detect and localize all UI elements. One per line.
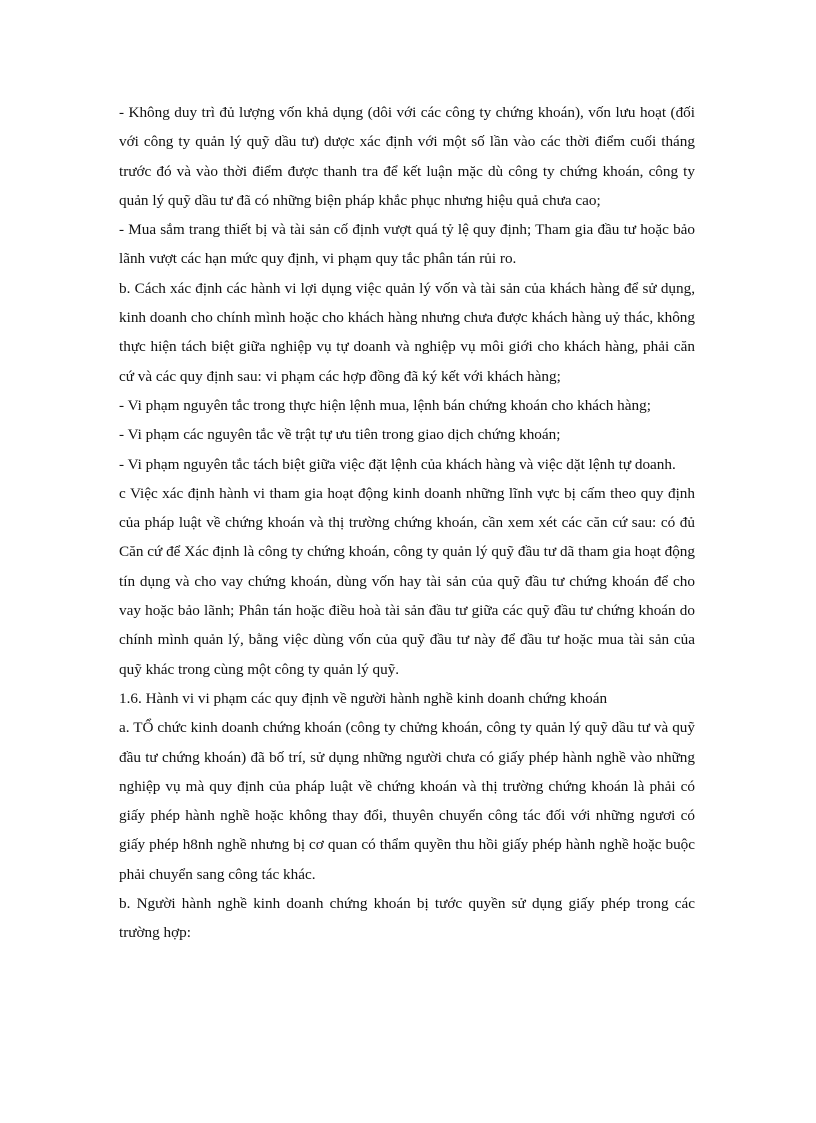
paragraph-fixed-assets: - Mua sắm trang thiết bị và tài sản cố định vượt quá tỷ lệ quy định; Tham gia đầu tư hoặc bảo lãnh vượt các hạn mức quy định, vi phạm quy tắc phân tán rủi ro. [119,221,695,268]
paragraph-priority-rules: - Vi phạm các nguyên tắc về trật tự ưu tiên trong giao dịch chứng khoán; [119,426,561,444]
paragraph-section-b-client-assets: b. Cách xác định các hành vi lợi dụng việc quản lý vốn và tài sản của khách hàng để sử dụng, kinh doanh cho chính mình hoặc cho khách hàng nhưng chưa được khách hàng uỷ thác, không thực hiện tách biệt giữa nghiệp vụ tự doanh và nghiệp vụ môi giới cho khách hàng, phải căn cứ và các quy định sau: vi phạm các hợp đồng đã ký kết với khách hàng; [119,279,695,385]
paragraph-section-a-licensing: a. TỔ chức kinh doanh chứng khoán (công ty chửng khoán, công ty quản lý quỹ dầu tư và quỹ đầu tư chứng khoán) đã bố trí, sử dụng những người chưa có giấy phép hành nghề vào những nghiệp vụ mà quy định của pháp luật về chứng khoán và thị trường chứng khoán là phải có giấy phép hành nghề hoặc không thay đổi, thuyên chuyển công tác đối với những ngươi có giấy phép h8nh nghề nhưng bị cơ quan có thẩm quyền thu hồi giấy phép hành nghề hoặc buộc phải chuyển sang công tác khác. [119,719,695,883]
paragraph-separation-rules: - Vi phạm nguyên tắc tách biệt giữa việc đặt lệnh của khách hàng và việc dặt lệnh tự doanh. [119,455,676,473]
paragraph-section-c-prohibited: c Việc xác định hành vi tham gia hoạt động kinh doanh những lĩnh vực bị cấm theo quy định của pháp luật về chứng khoán và thị trường chứng khoán, cần xem xét các căn cứ sau: có đủ Căn cứ để Xác định là công ty chứng khoán, công ty quản lý quỹ đầu tư dã tham gia hoạt động tín dụng và cho vay chứng khoán, dùng vốn hay tài sản của quỹ đầu tư chứng khoán để cho vay hoặc bảo lãnh; Phân tán hoặc điều hoà tài sản đầu tư giữa các quỹ đầu tư chứng khoán do chính mình quản lý, bằng việc dùng vốn của quỹ đầu tư này để đầu tư hoặc mua tài sản của quỹ khác trong cùng một công ty quản lý quỹ. [119,484,695,678]
document-body [119,98,695,948]
paragraph-capital-requirement: - Không duy trì đủ lượng vốn khả dụng (dôi với các công ty chứng khoán), vốn lưu hoạt (đối với công ty quản lý quỹ dầu tư) dược xác định với một số lần vào các thời điểm cuối tháng trước đó và vào thời điểm được thanh tra để kết luận mặc dù công ty chứng khoán, công ty quản lý quỹ dầu tư đã có những biện pháp khắc phục nhưng hiệu quả chưa cao; [119,104,695,209]
paragraph-section-b-revocation: b. Người hành nghề kinh doanh chứng khoán bị tước quyền sử dụng giấy phép trong các trường hợp: [119,895,695,942]
section-heading-1-6: 1.6. Hành vi vi phạm các quy định về người hành nghề kinh doanh chứng khoán [119,689,608,707]
paragraph-order-rules: - Vi phạm nguyên tắc trong thực hiện lệnh mua, lệnh bán chứng khoán cho khách hàng; [119,396,651,414]
